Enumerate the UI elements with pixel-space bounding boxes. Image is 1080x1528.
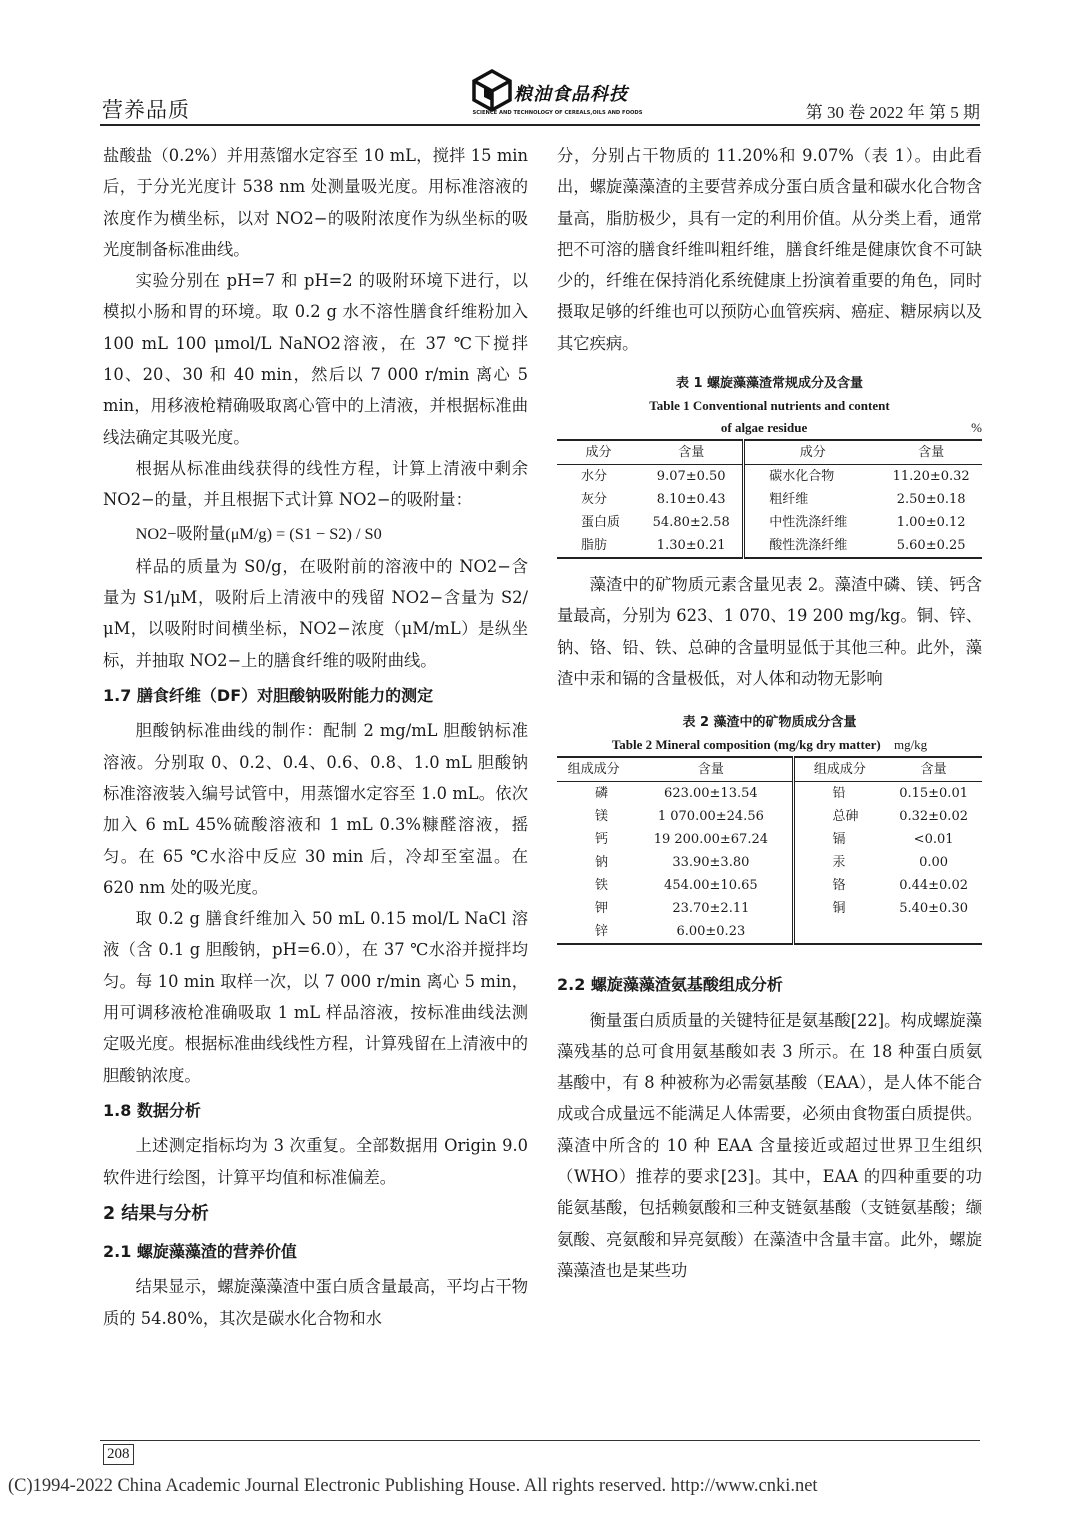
table-cell: 0.15±0.01 — [899, 786, 968, 802]
table-cell: 8.10±0.43 — [656, 492, 726, 508]
table-header: 含量 — [880, 440, 982, 465]
table1-caption-en: Table 1 Conventional nutrients and content — [649, 398, 890, 414]
table-row — [557, 534, 982, 558]
table-cell: 54.80±2.58 — [652, 515, 730, 531]
table1-caption-en-line2: of algae residue — [720, 420, 808, 436]
table-row — [557, 874, 982, 897]
journal-logo — [470, 66, 645, 122]
table1 — [557, 439, 982, 559]
table-cell: 铜 — [793, 897, 885, 920]
table-row — [557, 488, 982, 511]
table-cell: 1 070.00±24.56 — [657, 809, 764, 825]
table-cell: 0.44±0.02 — [899, 878, 968, 894]
table-row — [557, 782, 982, 806]
right-column — [557, 140, 982, 1286]
table-cell: 19 200.00±67.24 — [653, 832, 768, 848]
left-column — [103, 140, 528, 1334]
table-header: 组成成分 — [557, 757, 630, 782]
table-header: 成分 — [744, 440, 881, 465]
section-heading-1-8: 1.8 数据分析 — [103, 1100, 201, 1120]
page-number: 208 — [103, 1444, 134, 1465]
table2-caption-cn: 表 2 藻渣中的矿物质成分含量 — [682, 715, 857, 731]
table-cell: 钾 — [595, 901, 609, 917]
table-row — [557, 828, 982, 851]
section-heading-2: 2 结果与分析 — [103, 1203, 209, 1224]
table-cell: 灰分 — [581, 492, 608, 508]
table-row — [557, 851, 982, 874]
table-cell: 454.00±10.65 — [664, 878, 758, 894]
table-cell: 9.07±0.50 — [656, 469, 726, 485]
table-cell: 铅 — [793, 782, 885, 806]
table-cell: 23.70±2.11 — [672, 901, 750, 917]
table-cell: 5.60±0.25 — [896, 538, 966, 554]
table2-unit: mg/kg — [893, 737, 928, 753]
table-cell: 水分 — [581, 469, 608, 485]
paragraph: 盐酸盐（0.2%）并用蒸馏水定容至 10 mL，搅拌 15 min 后，于分光光度计 538 nm 处测量吸光度。用标准溶液的浓度作为横坐标，以对 NO2−的吸附浓度作为纵坐标的吸光度制备标准曲线。 — [103, 146, 528, 259]
equation: NO2−吸附量(μM/g) = (S1 − S2) / S0 — [135, 523, 382, 543]
cube-logo-icon — [470, 68, 514, 112]
table-cell: 钠 — [595, 855, 609, 871]
table1-caption-en-2 — [557, 417, 982, 439]
paragraph: 取 0.2 g 膳食纤维加入 50 mL 0.15 mol/L NaCl 溶液（含 0.1 g 胆酸钠，pH=6.0），在 37 ℃水浴并搅拌均匀。每 10 min 取样一次，以 7 000 r/min 离心 5 min，用可调移液枪准确吸取 1 mL 样品溶液，按标准曲线法测定吸光度。根据标准曲线线性方程，计算残留在上清液中的胆酸钠浓度。 — [103, 909, 528, 1085]
table1-unit: % — [971, 420, 982, 436]
paragraph: 实验分别在 pH=7 和 pH=2 的吸附环境下进行，以模拟小肠和胃的环境。取 0.2 g 水不溶性膳食纤维粉加入 100 mL 100 μmol/L NaNO2溶液，在 37 ℃下搅拌 10、20、30 和 40 min，然后以 7 000 r/min 离心 5 min，用移液枪精确吸取离心管中的上清液，并根据标准曲线法确定其吸光度。 — [103, 271, 528, 447]
table-cell: 铁 — [595, 878, 609, 894]
table-row — [557, 805, 982, 828]
table-cell: 汞 — [793, 851, 885, 874]
section-title: 营养品质 — [102, 98, 190, 122]
paragraph: 样品的质量为 S0/g，在吸附前的溶液中的 NO2−含量为 S1/μM，吸附后上清液中的残留 NO2−含量为 S2/μM，以吸附时间横坐标，NO2−浓度（μM/mL）是纵坐标，并抽取 NO2−上的膳食纤维的吸附曲线。 — [103, 556, 528, 670]
header-rule — [100, 124, 980, 126]
table-cell: 碳水化合物 — [744, 465, 881, 489]
table-cell: <0.01 — [913, 832, 954, 848]
table-cell: 锌 — [595, 924, 609, 940]
table-cell: 镉 — [793, 828, 885, 851]
paragraph: 胆酸钠标准曲线的制作：配制 2 mg/mL 胆酸钠标准溶液。分别取 0、0.2、0.4、0.6、0.8、1.0 mL 胆酸钠标准溶液装入编号试管中，用蒸馏水定容至 1.0 mL。依次加入 6 mL 45%硫酸溶液和 1 mL 0.3%糠醛溶液，摇匀。在 65 ℃水浴中反应 30 min 后，冷却至室温。在 620 nm 处的吸光度。 — [103, 721, 528, 897]
issue-info: 第 30 卷 2022 年 第 5 期 — [805, 103, 980, 122]
table-header: 含量 — [630, 757, 793, 782]
table-header: 成分 — [557, 440, 640, 465]
paragraph: 分，分别占干物质的 11.20%和 9.07%（表 1）。由此看出，螺旋藻藻渣的主要营养成分蛋白质含量和碳水化合物含量高，脂肪极少，具有一定的利用价值。从分类上看，通常把不可溶的膳食纤维叫粗纤维，膳食纤维是健康饮食不可缺少的，纤维在保持消化系统健康上扮演着重要的角色，同时摄取足够的纤维也可以预防心血管疾病、癌症、糖尿病以及其它疾病。 — [557, 146, 982, 353]
copyright-notice: (C)1994-2022 China Academic Journal Electronic Publishing House. All rights reserved. http://www.cnki.net — [8, 1476, 818, 1496]
journal-name-en: SCIENCE AND TECHNOLOGY OF CEREALS,OILS AND FOODS — [472, 110, 643, 116]
paragraph: 上述测定指标均为 3 次重复。全部数据用 Origin 9.0 软件进行绘图，计算平均值和标准偏差。 — [103, 1136, 528, 1187]
table1-caption-cn: 表 1 螺旋藻藻渣常规成分及含量 — [675, 376, 864, 392]
table-row — [557, 920, 982, 944]
paragraph: 根据从标准曲线获得的线性方程，计算上清液中剩余 NO2−的量，并且根据下式计算 NO2−的吸附量： — [103, 458, 528, 510]
table-cell: 镁 — [595, 809, 609, 825]
table-cell: 11.20±0.32 — [892, 469, 970, 485]
table-cell: 粗纤维 — [744, 488, 881, 511]
table-row — [557, 897, 982, 920]
table-cell: 钙 — [595, 832, 609, 848]
table-cell: 1.00±0.12 — [896, 515, 966, 531]
section-heading-2-1: 2.1 螺旋藻藻渣的营养价值 — [103, 1242, 297, 1262]
table-cell: 623.00±13.54 — [664, 786, 758, 802]
paragraph: 结果显示，螺旋藻藻渣中蛋白质含量最高，平均占干物质的 54.80%，其次是碳水化合物和水 — [103, 1277, 528, 1328]
table-row — [557, 511, 982, 534]
table-cell: 0.32±0.02 — [899, 809, 968, 825]
table-cell: 蛋白质 — [581, 515, 621, 531]
table-cell: 铬 — [793, 874, 885, 897]
table-cell: 5.40±0.30 — [899, 901, 968, 917]
paragraph: 衡量蛋白质质量的关键特征是氨基酸[22]。构成螺旋藻藻残基的总可食用氨基酸如表 3 所示。在 18 种蛋白质氨基酸中，有 8 种被称为必需氨基酸（EAA），是人体不能合成或合成量远不能满足人体需要，必须由食物蛋白质提供。藻渣中所含的 10 种 EAA 含量接近或超过世界卫生组织（WHO）推荐的要求[23]。其中，EAA 的四种重要的功能氨基酸，包括赖氨酸和三种支链氨基酸（支链氨基酸；缬氨酸、亮氨酸和异亮氨酸）在藻渣中含量丰富。此外，螺旋藻藻渣也是某些功 — [557, 1010, 982, 1280]
table-cell — [793, 920, 885, 944]
table-cell: 6.00±0.23 — [676, 924, 746, 940]
table-cell: 0.00 — [919, 855, 949, 871]
paragraph: 藻渣中的矿物质元素含量见表 2。藻渣中磷、镁、钙含量最高，分别为 623、1 070、19 200 mg/kg。铜、锌、钠、铬、铅、铁、总砷的含量明显低于其他三种。此外，藻渣中汞和镉的含量极低，对人体和动物无影响 — [557, 575, 982, 688]
table-cell: 33.90±3.80 — [672, 855, 750, 871]
table-cell: 中性洗涤纤维 — [744, 511, 881, 534]
table-cell — [885, 920, 982, 944]
table2-caption-en-wrap — [557, 734, 982, 756]
section-heading-2-2: 2.2 螺旋藻藻渣氨基酸组成分析 — [557, 975, 783, 995]
journal-name-cn: 粮油食品科技 — [514, 84, 628, 105]
footer-rule — [100, 1440, 980, 1441]
section-heading-1-7: 1.7 膳食纤维（DF）对胆酸钠吸附能力的测定 — [103, 686, 434, 706]
table-header: 含量 — [640, 440, 744, 465]
table-header: 组成成分 — [793, 757, 885, 782]
table-cell: 酸性洗涤纤维 — [744, 534, 881, 558]
table-cell: 总砷 — [793, 805, 885, 828]
table-row — [557, 465, 982, 489]
table2-caption-en: Table 2 Mineral composition (mg/kg dry matter) — [611, 737, 881, 753]
table-cell: 磷 — [595, 786, 609, 802]
table2 — [557, 756, 982, 945]
table-cell: 1.30±0.21 — [656, 538, 726, 554]
table-header: 含量 — [885, 757, 982, 782]
table-cell: 2.50±0.18 — [896, 492, 966, 508]
table-cell: 脂肪 — [581, 538, 608, 554]
